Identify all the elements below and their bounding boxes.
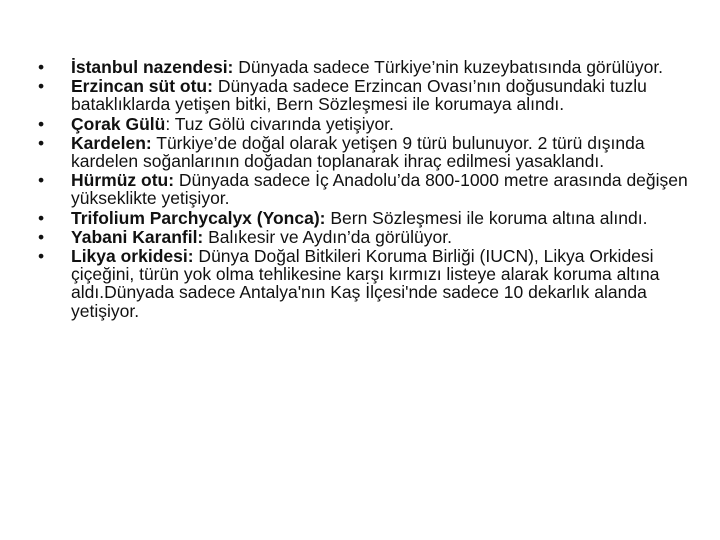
bullet-icon: •: [38, 170, 45, 191]
item-term: Trifolium Parchycalyx (Yonca):: [71, 207, 326, 228]
bullet-icon: •: [38, 113, 45, 134]
bullet-icon: •: [38, 57, 45, 77]
item-term: Erzincan süt otu:: [71, 76, 213, 97]
item-term: Yabani Karanfil:: [71, 226, 204, 247]
item-term: Çorak Gülü: [71, 113, 166, 134]
list-item-kardelen: [38, 134, 688, 170]
item-term: Hürmüz otu:: [71, 170, 175, 191]
item-term: Kardelen:: [71, 132, 152, 153]
list-item-hurmuz-otu: [38, 171, 688, 207]
list-item-trifolium: [38, 209, 688, 227]
list-item-corak-gulu: [38, 115, 688, 133]
item-text: Dünyada sadece Erzincan Ovası’nın doğusundaki tuzlu bataklıklarda yetişen bitki, Bern Sözleşmesi ile korumaya alındı.: [71, 76, 647, 115]
item-term: Likya orkidesi:: [71, 246, 194, 267]
list-item-istanbul-nazendesi: [38, 58, 688, 76]
item-text: Bern Sözleşmesi ile koruma altına alındı.: [325, 207, 648, 228]
list-item-likya-orkidesi: [38, 247, 688, 320]
bullet-icon: •: [38, 132, 45, 153]
list-item-erzincan-sut-otu: [38, 77, 688, 113]
bullet-icon: •: [38, 207, 45, 228]
bullet-icon: •: [38, 246, 45, 267]
item-text: : Tuz Gölü civarında yetişiyor.: [165, 113, 394, 134]
item-term: İstanbul nazendesi:: [71, 57, 234, 77]
bullet-icon: •: [38, 76, 45, 97]
item-text: Balıkesir ve Aydın’da görülüyor.: [203, 226, 452, 247]
item-text: Dünya Doğal Bitkileri Koruma Birliği (IUCN), Likya Orkidesi çiçeğini, türün yok olma tehlikesine karşı kırmızı listeye alarak koruma altına aldı.Dünyada sadece Antalya'nın Kaş İlçesi'nde sadece 10 dekarlık alanda yetişiyor.: [71, 246, 660, 321]
bullet-icon: •: [38, 226, 45, 247]
item-text: Dünyada sadece İç Anadolu’da 800-1000 metre arasında değişen yükseklikte yetişiyor.: [71, 170, 688, 209]
bullet-list: [38, 58, 688, 320]
item-text: Türkiye’de doğal olarak yetişen 9 türü bulunuyor. 2 türü dışında kardelen soğanlarının doğadan toplanarak ihraç edilmesi yasaklandı.: [71, 132, 645, 172]
list-item-yabani-karanfil: [38, 228, 688, 246]
item-text: Dünyada sadece Türkiye’nin kuzeybatısında görülüyor.: [233, 57, 664, 77]
